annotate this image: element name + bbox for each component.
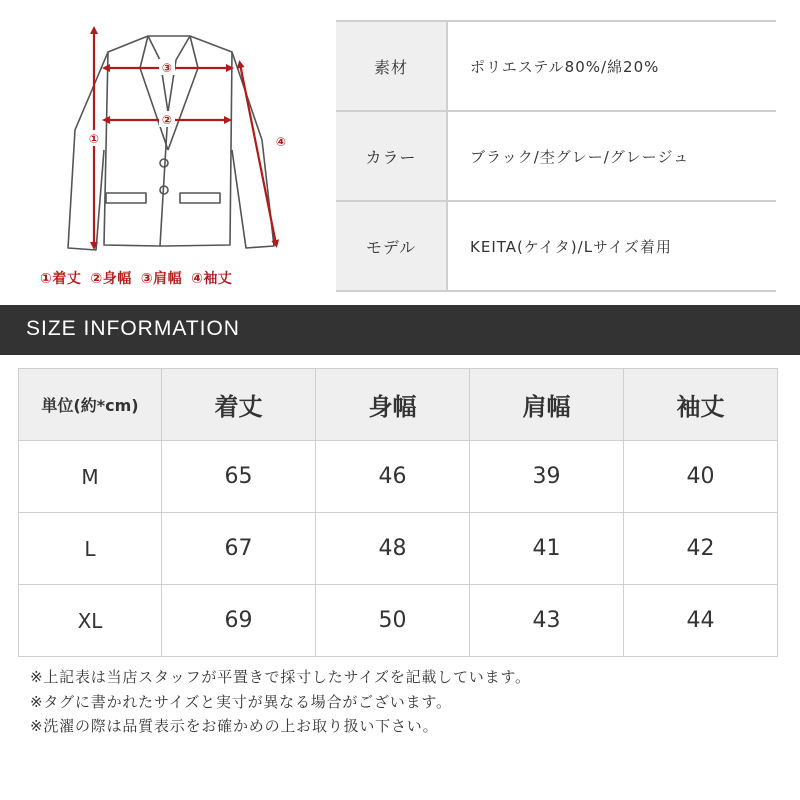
size-value: 50 <box>316 585 470 657</box>
jacket-illustration <box>0 0 320 270</box>
sleeve-arrow <box>240 64 276 244</box>
table-row <box>19 441 778 513</box>
size-value: 67 <box>162 513 316 585</box>
size-label: M <box>19 441 162 513</box>
size-label: L <box>19 513 162 585</box>
spec-key: カラー <box>336 111 447 201</box>
size-value: 65 <box>162 441 316 513</box>
column-header: 着丈 <box>162 369 316 441</box>
size-value: 40 <box>624 441 778 513</box>
note-line: ※洗濯の際は品質表示をお確かめの上お取り扱い下さい。 <box>30 717 439 735</box>
spec-key: 素材 <box>336 21 447 111</box>
marker-3: ③ <box>161 61 173 75</box>
legend-length: ①着丈 <box>40 271 82 287</box>
spec-value: KEITA(ケイタ)/Lサイズ着用 <box>447 201 776 291</box>
size-value: 41 <box>470 513 624 585</box>
spec-row-model <box>336 201 776 291</box>
size-value: 69 <box>162 585 316 657</box>
size-label: XL <box>19 585 162 657</box>
size-value: 48 <box>316 513 470 585</box>
size-value: 42 <box>624 513 778 585</box>
legend-shoulder: ③肩幅 <box>140 271 183 287</box>
marker-4: ④ <box>275 135 287 149</box>
spec-row-material <box>336 21 776 111</box>
spec-table <box>336 20 776 292</box>
measurement-legend <box>40 268 241 288</box>
size-table-header <box>19 369 778 441</box>
notes <box>30 665 531 739</box>
spec-row-color <box>336 111 776 201</box>
size-value: 44 <box>624 585 778 657</box>
unit-header: 単位(約*cm) <box>19 369 162 441</box>
size-info-banner <box>0 305 800 355</box>
spec-key: モデル <box>336 201 447 291</box>
marker-1: ① <box>88 132 100 146</box>
spec-value: ブラック/杢グレー/グレージュ <box>447 111 776 201</box>
size-value: 43 <box>470 585 624 657</box>
legend-sleeve: ④袖丈 <box>191 271 233 287</box>
size-value: 46 <box>316 441 470 513</box>
note-line: ※タグに書かれたサイズと実寸が異なる場合がございます。 <box>30 692 452 711</box>
table-row <box>19 585 778 657</box>
spec-value: ポリエステル80%/綿20% <box>447 21 776 111</box>
legend-chest: ②身幅 <box>90 271 132 287</box>
note-line: ※上記表は当店スタッフが平置きで採寸したサイズを記載しています。 <box>30 668 531 686</box>
column-header: 肩幅 <box>470 369 624 441</box>
table-row <box>19 513 778 585</box>
size-value: 39 <box>470 441 624 513</box>
marker-2: ② <box>161 113 173 127</box>
column-header: 身幅 <box>316 369 470 441</box>
garment-diagram <box>0 0 320 300</box>
banner-title: SIZE INFORMATION <box>26 317 240 340</box>
size-table <box>18 368 778 657</box>
column-header: 袖丈 <box>624 369 778 441</box>
